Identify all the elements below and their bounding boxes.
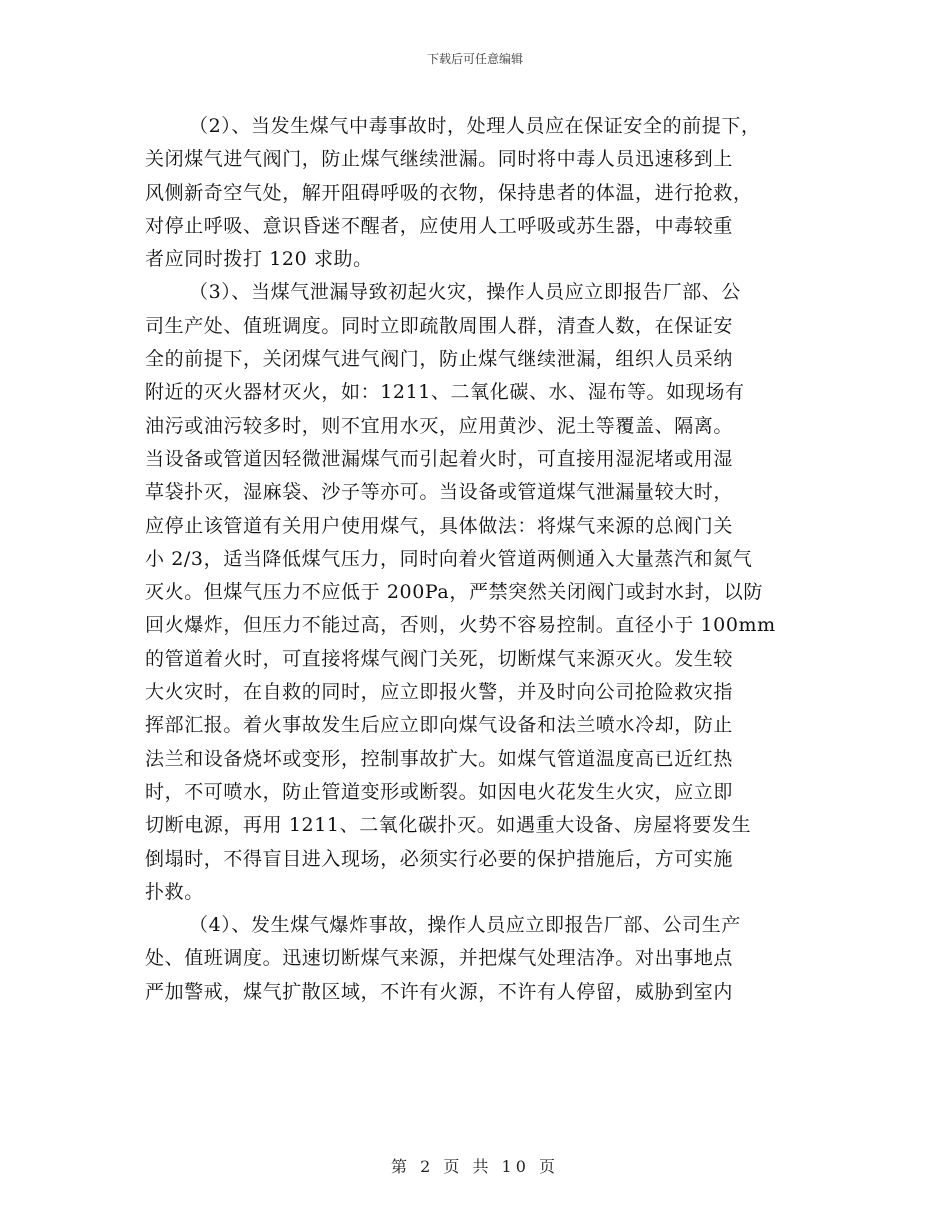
text-line: 全的前提下，关闭煤气进气阀门，防止煤气继续泄漏，组织人员采纳	[145, 348, 734, 371]
text-line: 司生产处、值班调度。同时立即疏散周围人群，清查人数，在保证安	[145, 314, 734, 337]
text-line: 小 2/3，适当降低煤气压力，同时向着火管道两侧通入大量蒸汽和氮气	[145, 547, 753, 570]
paragraph-2	[145, 110, 815, 276]
page-number-footer: 第 2 页 共 10 页	[391, 1157, 559, 1176]
document-body	[145, 110, 815, 1009]
text-line: （2）、当发生煤气中毒事故时，处理人员应在保证安全的前提下，	[189, 115, 761, 137]
text-line: 灭火。但煤气压力不应低于 200Pa，严禁突然关闭阀门或封水封，以防	[145, 581, 763, 604]
text-line: 当设备或管道因轻微泄漏煤气而引起着火时，可直接用湿泥堵或用湿	[145, 447, 734, 470]
text-line: 严加警戒，煤气扩散区域，不许有火源，不许有人停留，威胁到室内	[145, 980, 734, 1003]
text-line: 回火爆炸，但压力不能过高，否则，火势不容易控制。直径小于 100mm	[145, 614, 776, 637]
text-line: 倒塌时，不得盲目进入现场，必须实行必要的保护措施后，方可实施	[145, 847, 734, 870]
text-line: （4）、发生煤气爆炸事故，操作人员应立即报告厂部、公司生产	[189, 914, 741, 937]
text-line: 油污或油污较多时，则不宜用水灭，应用黄沙、泥土等覆盖、隔离。	[145, 414, 734, 437]
paragraph-4	[145, 909, 815, 1009]
text-line: 的管道着火时，可直接将煤气阀门关死，切断煤气来源灭火。发生较	[145, 647, 734, 670]
paragraph-3	[145, 276, 815, 909]
text-line: 扑救。	[145, 880, 204, 903]
text-line: 者应同时拨打 120 求助。	[145, 248, 373, 271]
text-line: 风侧新奇空气处，解开阻碍呼吸的衣物，保持患者的体温，进行抢救，	[145, 181, 753, 204]
text-line: 挥部汇报。着火事故发生后应立即向煤气设备和法兰喷水冷却，防止	[145, 714, 734, 737]
text-line: 关闭煤气进气阀门，防止煤气继续泄漏。同时将中毒人员迅速移到上	[145, 148, 734, 171]
text-line: 切断电源，再用 1211、二氧化碳扑灭。如遇重大设备、房屋将要发生	[145, 814, 752, 837]
text-line: 处、值班调度。迅速切断煤气来源，并把煤气处理洁净。对出事地点	[145, 947, 734, 970]
text-line: 附近的灭火器材灭火，如：1211、二氧化碳、水、湿布等。如现场有	[145, 381, 745, 404]
text-line: 草袋扑灭，湿麻袋、沙子等亦可。当设备或管道煤气泄漏量较大时，	[145, 481, 734, 504]
text-line: 时，不可喷水，防止管道变形或断裂。如因电火花发生火灾，应立即	[145, 780, 734, 803]
text-line: 法兰和设备烧坏或变形，控制事故扩大。如煤气管道温度高已近红热	[145, 747, 734, 770]
text-line: 应停止该管道有关用户使用煤气，具体做法：将煤气来源的总阀门关	[145, 514, 734, 537]
text-line: 对停止呼吸、意识昏迷不醒者，应使用人工呼吸或苏生器，中毒较重	[145, 214, 734, 237]
page-header: 下载后可任意编辑	[426, 52, 523, 66]
text-line: 大火灾时，在自救的同时，应立即报火警，并及时向公司抢险救灾指	[145, 681, 734, 704]
text-line: （3）、当煤气泄漏导致初起火灾，操作人员应立即报告厂部、公	[189, 281, 741, 304]
